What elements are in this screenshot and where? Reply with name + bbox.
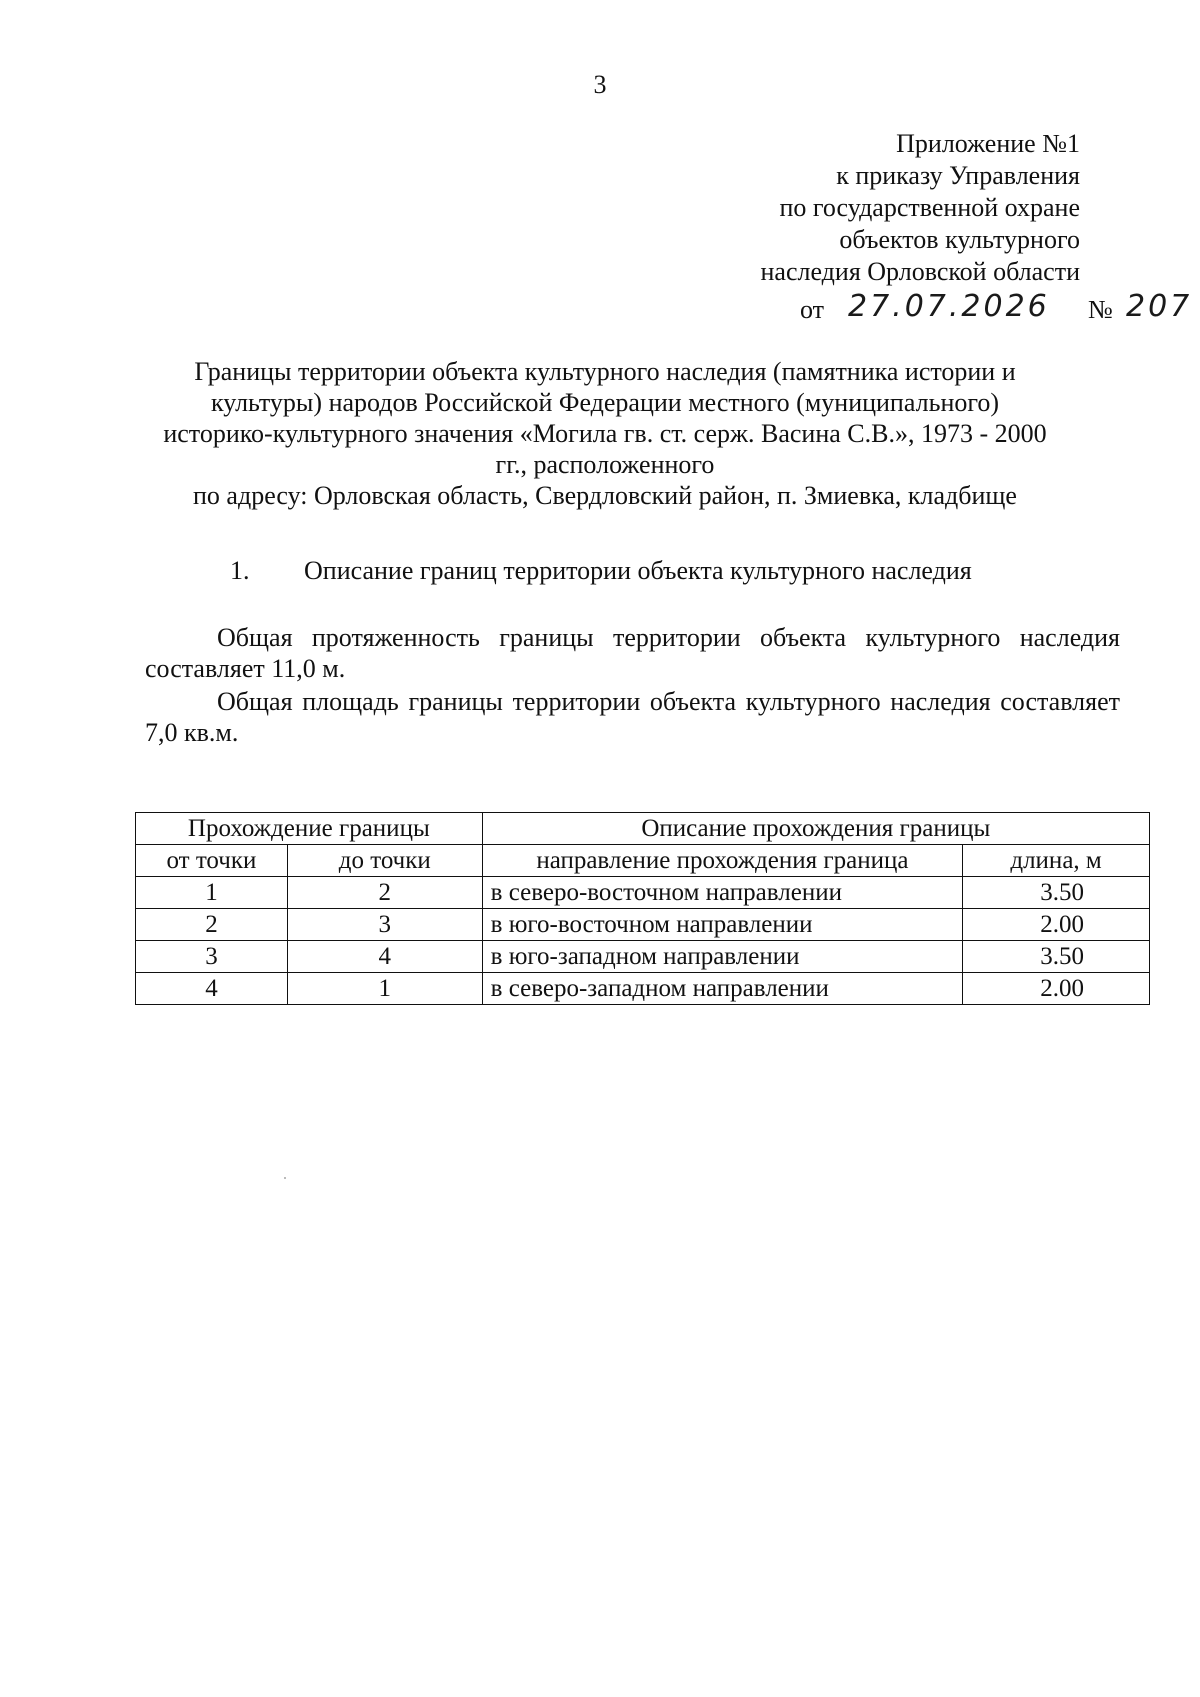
table-group-header-row xyxy=(136,813,1150,845)
handwritten-number: 207 xyxy=(1126,289,1193,324)
title-line: историко-культурного значения «Могила гв. ст. серж. Васина С.В.», 1973 - 2000 xyxy=(163,419,1047,448)
column-header-direction: направление прохождения граница xyxy=(482,845,962,877)
cell-direction: в северо-западном направлении xyxy=(482,973,962,1005)
appendix-line: Приложение №1 xyxy=(896,129,1080,158)
cell-to: 2 xyxy=(287,877,482,909)
appendix-line: к приказу Управления xyxy=(836,161,1080,190)
column-header-length: длина, м xyxy=(963,845,1150,877)
section-number: 1. xyxy=(230,556,250,585)
scan-speck xyxy=(284,1177,286,1179)
title-line: Границы территории объекта культурного наследия (памятника истории и xyxy=(194,357,1016,386)
column-header-to: до точки xyxy=(287,845,482,877)
table-row xyxy=(136,973,1150,1005)
appendix-line: наследия Орловской области xyxy=(760,257,1080,286)
column-header-from: от точки xyxy=(136,845,288,877)
appendix-line: по государственной охране xyxy=(779,193,1080,222)
table-row xyxy=(136,877,1150,909)
cell-length: 2.00 xyxy=(963,973,1150,1005)
cell-direction: в северо-восточном направлении xyxy=(482,877,962,909)
title-line: культуры) народов Российской Федерации местного (муниципального) xyxy=(210,388,1000,417)
paragraph-area: Общая площадь границы территории объекта культурного наследия составляет 7,0 кв.м. xyxy=(145,687,1120,747)
cell-to: 4 xyxy=(287,941,482,973)
cell-from: 3 xyxy=(136,941,288,973)
table-row xyxy=(136,909,1150,941)
cell-to: 1 xyxy=(287,973,482,1005)
section-title: Описание границ территории объекта культурного наследия xyxy=(304,556,972,585)
number-label: № xyxy=(1088,295,1113,324)
group-header-description: Описание прохождения границы xyxy=(482,813,1149,845)
table-row xyxy=(136,941,1150,973)
cell-length: 3.50 xyxy=(963,941,1150,973)
paragraph-length: Общая протяженность границы территории объекта культурного наследия составляет 11,0 м. xyxy=(145,623,1120,683)
cell-to: 3 xyxy=(287,909,482,941)
page-number: 3 xyxy=(593,70,607,99)
cell-from: 4 xyxy=(136,973,288,1005)
boundary-table xyxy=(135,812,1150,1005)
document-title xyxy=(140,356,1070,511)
handwritten-date: 27.07.2026 xyxy=(848,289,1050,324)
cell-direction: в юго-западном направлении xyxy=(482,941,962,973)
date-prefix: от xyxy=(800,295,825,324)
cell-from: 1 xyxy=(136,877,288,909)
title-line: по адресу: Орловская область, Свердловский район, п. Змиевка, кладбище xyxy=(193,481,1017,510)
order-date-number xyxy=(800,289,1193,331)
appendix-line: объектов культурного xyxy=(839,225,1080,254)
cell-length: 2.00 xyxy=(963,909,1150,941)
title-line: гг., расположенного xyxy=(495,450,715,479)
group-header-passage: Прохождение границы xyxy=(136,813,483,845)
section-heading xyxy=(230,556,972,586)
cell-direction: в юго-восточном направлении xyxy=(482,909,962,941)
appendix-block xyxy=(761,128,1080,288)
cell-length: 3.50 xyxy=(963,877,1150,909)
table-column-header-row xyxy=(136,845,1150,877)
cell-from: 2 xyxy=(136,909,288,941)
